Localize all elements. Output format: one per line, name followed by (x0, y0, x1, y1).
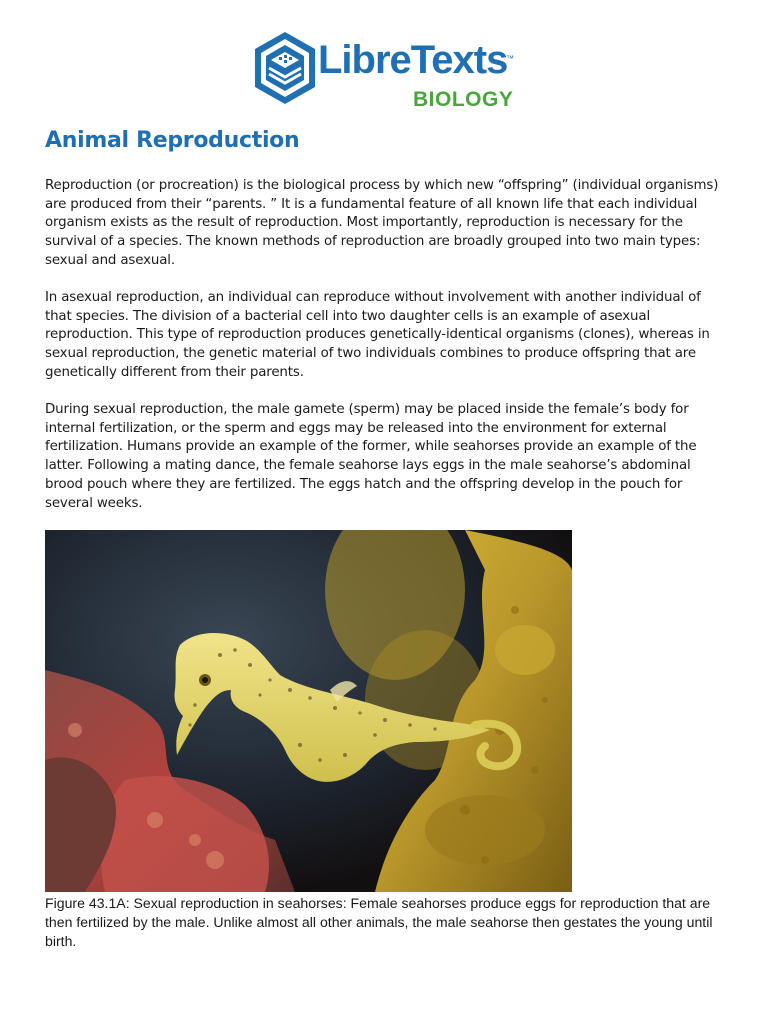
seahorse-photo (45, 530, 572, 892)
libretexts-hexagon-icon (252, 30, 318, 106)
paragraph-intro: Reproduction (or procreation) is the biological process by which new “offspring” (individual organisms) are produced from their “parents. ” It is a fundamental feature of all known life that each individual organism exists as the result of reproduction. Most importantly, reproduction is necessary for the survival of a species. The known methods of reproduction are broadly grouped into two main types: sexual and asexual. (45, 178, 719, 268)
paragraph-asexual: In asexual reproduction, an individual can reproduce without involvement with another individual of that species. The division of a bacterial cell into two daughter cells is an example of asexual reproduction. This type of reproduction produces genetically-identical organisms (clones), whereas in sexual reproduction, the genetic material of two individuals combines to produce offspring that are genetically different from their parents. (45, 290, 710, 380)
paragraph-sexual: During sexual reproduction, the male gamete (sperm) may be placed inside the female’s body for internal fertilization, or the sperm and eggs may be released into the environment for external fertilization. Humans provide an example of the former, while seahorses provide an example of the latter. Following a mating dance, the female seahorse lays eggs in the male seahorse’s abdominal brood pouch where they are fertilized. The eggs hatch and the offspring develop in the pouch for several weeks. (45, 402, 697, 511)
seahorse-illustration (45, 530, 572, 892)
libretexts-logo[interactable] (252, 30, 522, 116)
figure-caption: Figure 43.1A: Sexual reproduction in seahorses: Female seahorses produce eggs for reproduction that are then fertilized by the male. Unlike almost all other animals, the male seahorse then gestates the young until birth. (45, 895, 713, 949)
logo-wordmark: LibreTexts (318, 38, 508, 82)
logo-trademark: ™ (506, 54, 514, 63)
logo-subtitle: BIOLOGY (413, 88, 514, 111)
page-title: Animal Reproduction (45, 128, 300, 153)
